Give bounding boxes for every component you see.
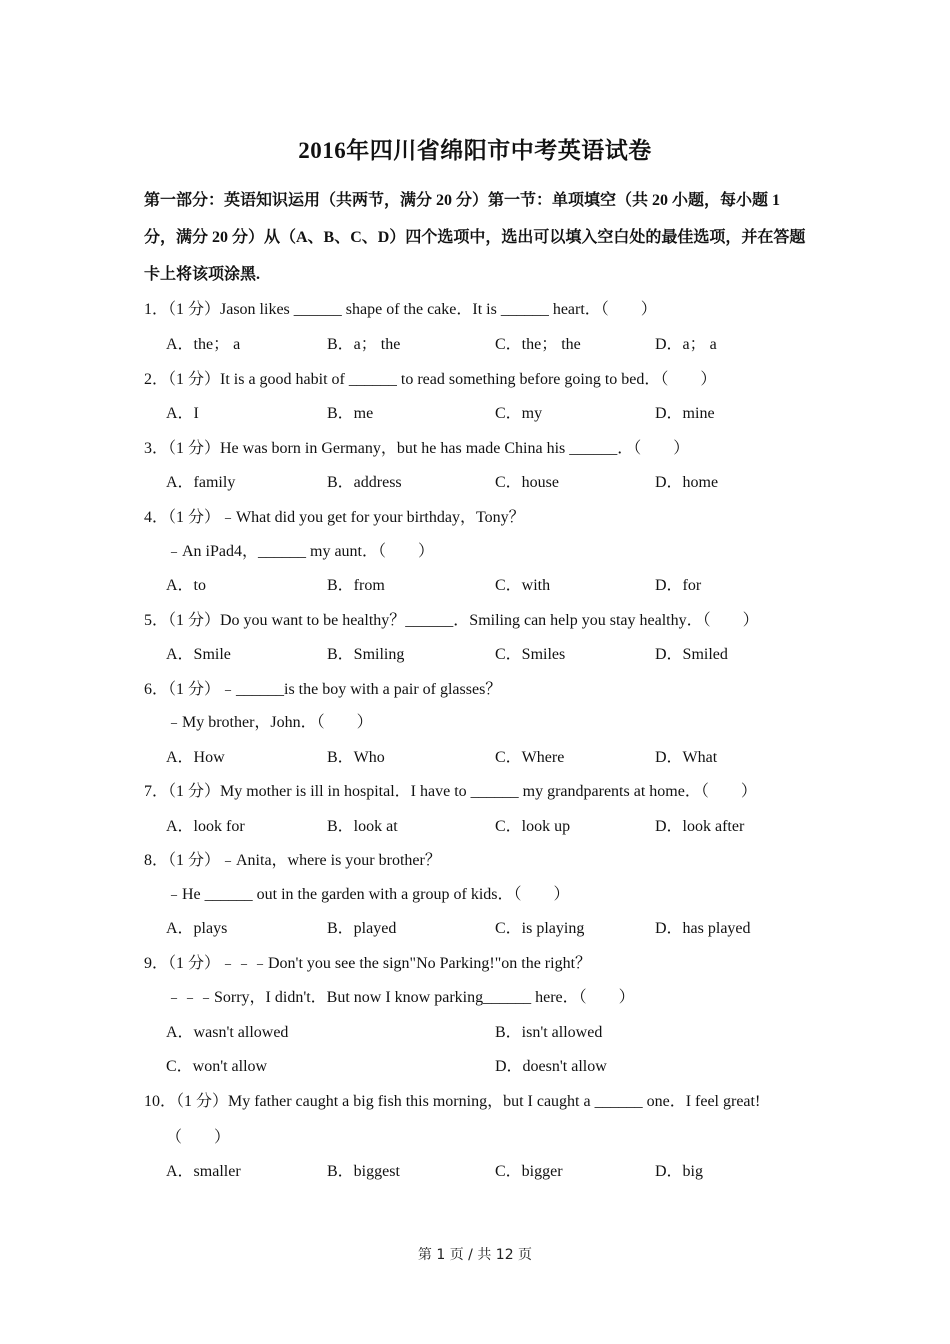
question-5-stem: 5．（1 分）Do you want to be healthy？______．Smiling can help you stay healthy．（ ） (144, 612, 759, 629)
question-3-option-b: B．address (327, 474, 402, 491)
question-5-option-b: B．Smiling (327, 646, 405, 663)
question-5-option-d: D．Smiled (655, 646, 728, 663)
question-8-option-a: A．plays (166, 920, 228, 937)
page-number-footer: 第 1 页 / 共 12 页 (417, 1247, 533, 1263)
question-10-stem: 10．（1 分）My father caught a big fish this morning，but I caught a ______ one．I feel great! (144, 1093, 761, 1110)
question-4-option-b: B．from (327, 577, 385, 594)
question-1-option-a: A．the； a (166, 336, 241, 353)
question-8-stem-reply: ﹣He ______ out in the garden with a group of kids．（ ） (166, 886, 570, 903)
question-2-option-b: B．me (327, 405, 374, 422)
question-7-stem: 7．（1 分）My mother is ill in hospital．I have to ______ my grandparents at home．（ ） (144, 783, 757, 800)
question-3-stem: 3．（1 分）He was born in Germany，but he has made China his ______．（ ） (144, 440, 690, 457)
question-2-option-a: A．I (166, 405, 199, 422)
question-2-option-d: D．mine (655, 405, 715, 422)
question-5-option-a: A．Smile (166, 646, 231, 663)
question-2-stem: 2．（1 分）It is a good habit of ______ to read something before going to bed．（ ） (144, 371, 717, 388)
question-1-stem: 1．（1 分）Jason likes ______ shape of the cake．It is ______ heart．（ ） (144, 301, 657, 318)
question-1-option-c: C．the； the (495, 336, 581, 353)
question-9-stem: 9．（1 分）﹣﹣﹣Don't you see the sign"No Parking!"on the right？ (144, 955, 592, 972)
question-10-option-c: C．bigger (495, 1163, 563, 1180)
question-9-option-a: A．wasn't allowed (166, 1024, 289, 1041)
question-6-option-a: A．How (166, 749, 225, 766)
question-1-option-b: B．a； the (327, 336, 401, 353)
question-2-option-c: C．my (495, 405, 543, 422)
question-9-option-b: B．isn't allowed (495, 1024, 603, 1041)
question-9-option-c: C．won't allow (166, 1058, 268, 1075)
question-8-option-d: D．has played (655, 920, 751, 937)
page-title: 2016年四川省绵阳市中考英语试卷 (298, 138, 652, 163)
question-9-option-d: D．doesn't allow (495, 1058, 607, 1075)
question-4-stem: 4．（1 分）﹣What did you get for your birthday，Tony？ (144, 509, 525, 526)
question-4-option-c: C．with (495, 577, 551, 594)
question-7-option-b: B．look at (327, 818, 398, 835)
question-6-option-d: D．What (655, 749, 718, 766)
question-7-option-c: C．look up (495, 818, 571, 835)
question-8-option-b: B．played (327, 920, 397, 937)
question-3-option-c: C．house (495, 474, 560, 491)
section-instructions: 第一部分：英语知识运用（共两节，满分 20 分）第一节：单项填空（共 20 小题，每小题 1 分，满分 20 分）从（A、B、C、D）四个选项中，选出可以填入空白处的最佳选项，并在答题卡上将该项涂黑. (144, 192, 806, 283)
question-7-option-d: D．look after (655, 818, 745, 835)
question-10-option-b: B．biggest (327, 1163, 400, 1180)
question-6-option-b: B．Who (327, 749, 385, 766)
question-9-stem-reply: ﹣﹣﹣Sorry，I didn't．But now I know parking______ here．（ ） (166, 989, 635, 1006)
question-4-option-d: D．for (655, 577, 702, 594)
question-10-option-d: D．big (655, 1163, 704, 1180)
question-8-option-c: C．is playing (495, 920, 585, 937)
question-10-option-a: A．smaller (166, 1163, 241, 1180)
question-6-stem-reply: ﹣My brother，John．（ ） (166, 714, 373, 731)
question-8-stem: 8．（1 分）﹣Anita，where is your brother？ (144, 852, 441, 869)
question-6-option-c: C．Where (495, 749, 565, 766)
question-6-stem: 6．（1 分）﹣______is the boy with a pair of glasses？ (144, 681, 502, 698)
question-7-option-a: A．look for (166, 818, 245, 835)
question-4-stem-reply: ﹣An iPad4，______ my aunt．（ ） (166, 543, 434, 560)
question-1-option-d: D．a； a (655, 336, 717, 353)
question-4-option-a: A．to (166, 577, 207, 594)
question-3-option-a: A．family (166, 474, 236, 491)
question-5-option-c: C．Smiles (495, 646, 566, 663)
question-3-option-d: D．home (655, 474, 719, 491)
question-10-answer-bracket: （ ） (166, 1129, 231, 1146)
